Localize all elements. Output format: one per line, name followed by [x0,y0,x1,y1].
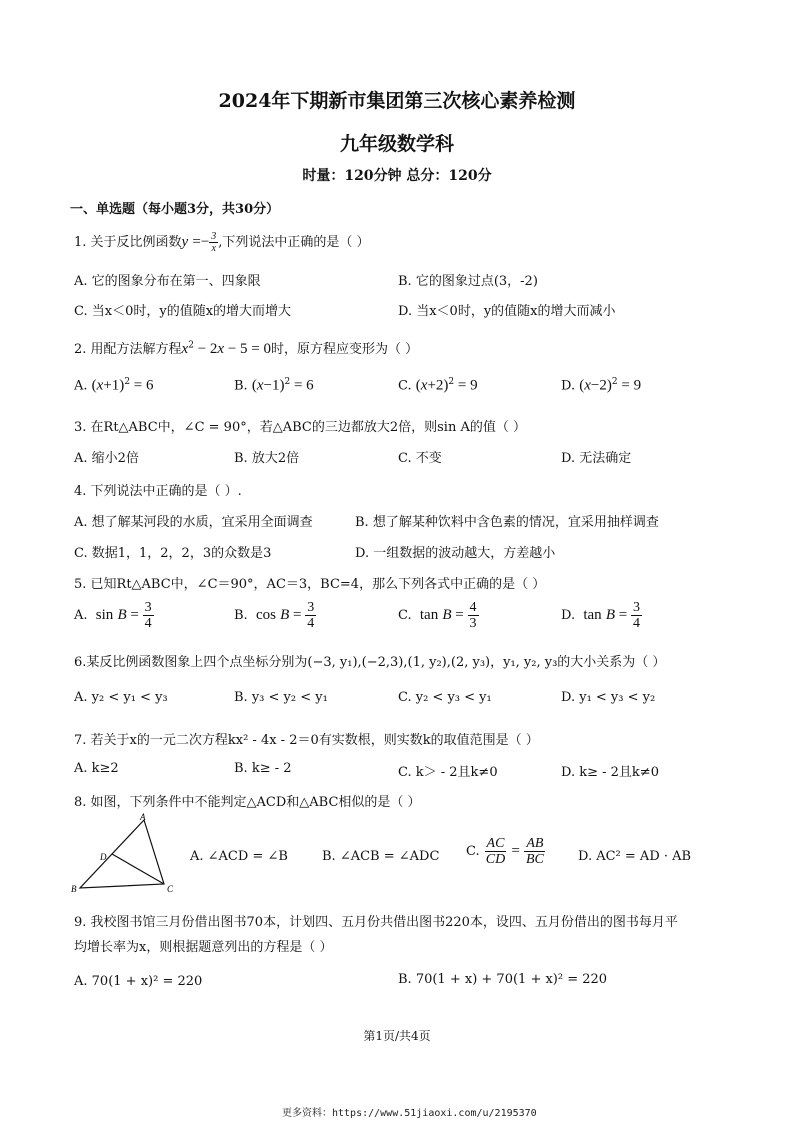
q1-option-c: C. 当x＜0时，y的值随x的增大而增大 [74,304,292,319]
label-c: C [167,884,174,894]
subject-title: 九年级数学科 [339,133,454,155]
q2-option-b: B. $(x-1)^2 = 6$ [234,377,314,394]
q3-stem: 3. 在Rt△ABC中，∠C = 90°，若△ABC的三边都放大2倍，则sin A的值（ ） [74,420,526,435]
q7-option-b: B. k≥ - 2 [234,761,292,776]
q9-stem-line2: 均增长率为x，则根据题意列出的方程是（ ） [74,940,333,955]
q8-option-c: C. $\frac{AC}{CD}$ = $\frac{AB}{BC}$ [466,836,544,867]
q5-stem: 5. 已知Rt△ABC中，∠C＝90°，AC＝3，BC=4，那么下列各式中正确的是（ ） [74,577,546,592]
q6-option-c: C. y₂ < y₃ < y₁ [398,690,492,705]
q3-option-d: D. 无法确定 [561,451,632,466]
q7-option-a: A. k≥2 [74,761,119,776]
q1-option-d: D. 当x＜0时，y的值随x的增大而减小 [398,304,616,319]
q3-option-a: A. 缩小2倍 [74,451,139,466]
q4-option-d: D. 一组数据的波动越大，方差越小 [355,546,556,561]
q7-option-c: C. k＞ - 2且k≠0 [398,765,498,780]
q7-stem: 7. 若关于x的一元二次方程kx² - 4x - 2＝0有实数根，则实数k的取值范围是（ ） [74,733,539,748]
q1-stem: 1. 关于反比例函数y =− $\frac{3}{x}$ ,下列说法中正确的是（ ） [74,231,370,254]
q6-option-a: A. y₂ < y₁ < y₃ [74,690,168,705]
q2-option-d: D. $(x-2)^2 = 9$ [561,377,642,394]
q3-option-b: B. 放大2倍 [234,451,300,466]
q9-option-a: A. 70(1 + x)² = 220 [74,974,203,989]
q8-option-a: A. ∠ACD = ∠B [190,849,288,864]
q1-option-a: A. 它的图象分布在第一、四象限 [74,274,261,289]
q8-option-b: B. ∠ACB = ∠ADC [322,849,440,864]
q5-option-b: B. cos B = $\frac{3}{4}$ [234,600,315,631]
exam-title: 2024年下期新市集团第三次核心素养检测 [218,90,576,112]
q5-option-c: C. tan B = $\frac{4}{3}$ [398,600,477,631]
q7-option-d: D. k≥ - 2且k≠0 [561,765,659,780]
q1-option-b: B. 它的图象过点(3，-2) [398,274,538,289]
q2-option-c: C. $(x+2)^2 = 9$ [398,377,478,394]
section-heading: 一、单选题（每小题3分，共30分） [70,202,280,217]
q9-option-b: B. 70(1 + x) + 70(1 + x)² = 220 [398,972,608,987]
q4-option-b: B. 想了解某种饮料中含色素的情况，宜采用抽样调查 [355,515,659,530]
triangle-abc [80,820,164,888]
label-a: A [140,812,146,822]
resource-banner[interactable]: 更多资料：https://www.51jiaoxi.com/u/2195370 [282,1108,537,1119]
q4-option-a: A. 想了解某河段的水质，宜采用全面调查 [74,515,313,530]
q4-stem: 4. 下列说法中正确的是（ ）. [74,484,242,499]
q5-option-a: A. sin B = $\frac{3}{4}$ [74,600,152,631]
q2-option-a: A. $(x+1)^2 = 6$ [74,377,154,394]
q6-option-d: D. y₁ < y₃ < y₂ [561,690,656,705]
triangle-figure [68,812,180,896]
q8-option-d: D. AC² = AD · AB [578,849,692,864]
q6-stem: 6.某反比例函数图象上四个点坐标分别为(−3, y₁),(−2,3),(1, y₂),(2, y₃)，y₁, y₂, y₃的大小关系为（ ） [74,655,666,670]
q8-stem: 8. 如图，下列条件中不能判定△ACD和△ABC相似的是（ ） [74,795,421,810]
q4-option-c: C. 数据1，1，2，2，3的众数是3 [74,546,272,561]
q2-stem: 2. 用配方法解方程$x^2 - 2x - 5 = 0$时，原方程应变形为（ ） [74,340,419,357]
q5-option-d: D. tan B = $\frac{3}{4}$ [561,600,640,631]
page-number: 第1页/共4页 [363,1029,431,1043]
q6-option-b: B. y₃ < y₂ < y₁ [234,690,328,705]
label-b: B [71,884,77,894]
time-info: 时量：120分钟 总分：120分 [302,168,492,184]
q3-option-c: C. 不变 [398,451,442,466]
q9-stem-line1: 9. 我校图书馆三月份借出图书70本，计划四、五月份共借出图书220本，设四、五月份借出的图书每月平 [74,915,678,930]
label-d: D [100,852,107,862]
